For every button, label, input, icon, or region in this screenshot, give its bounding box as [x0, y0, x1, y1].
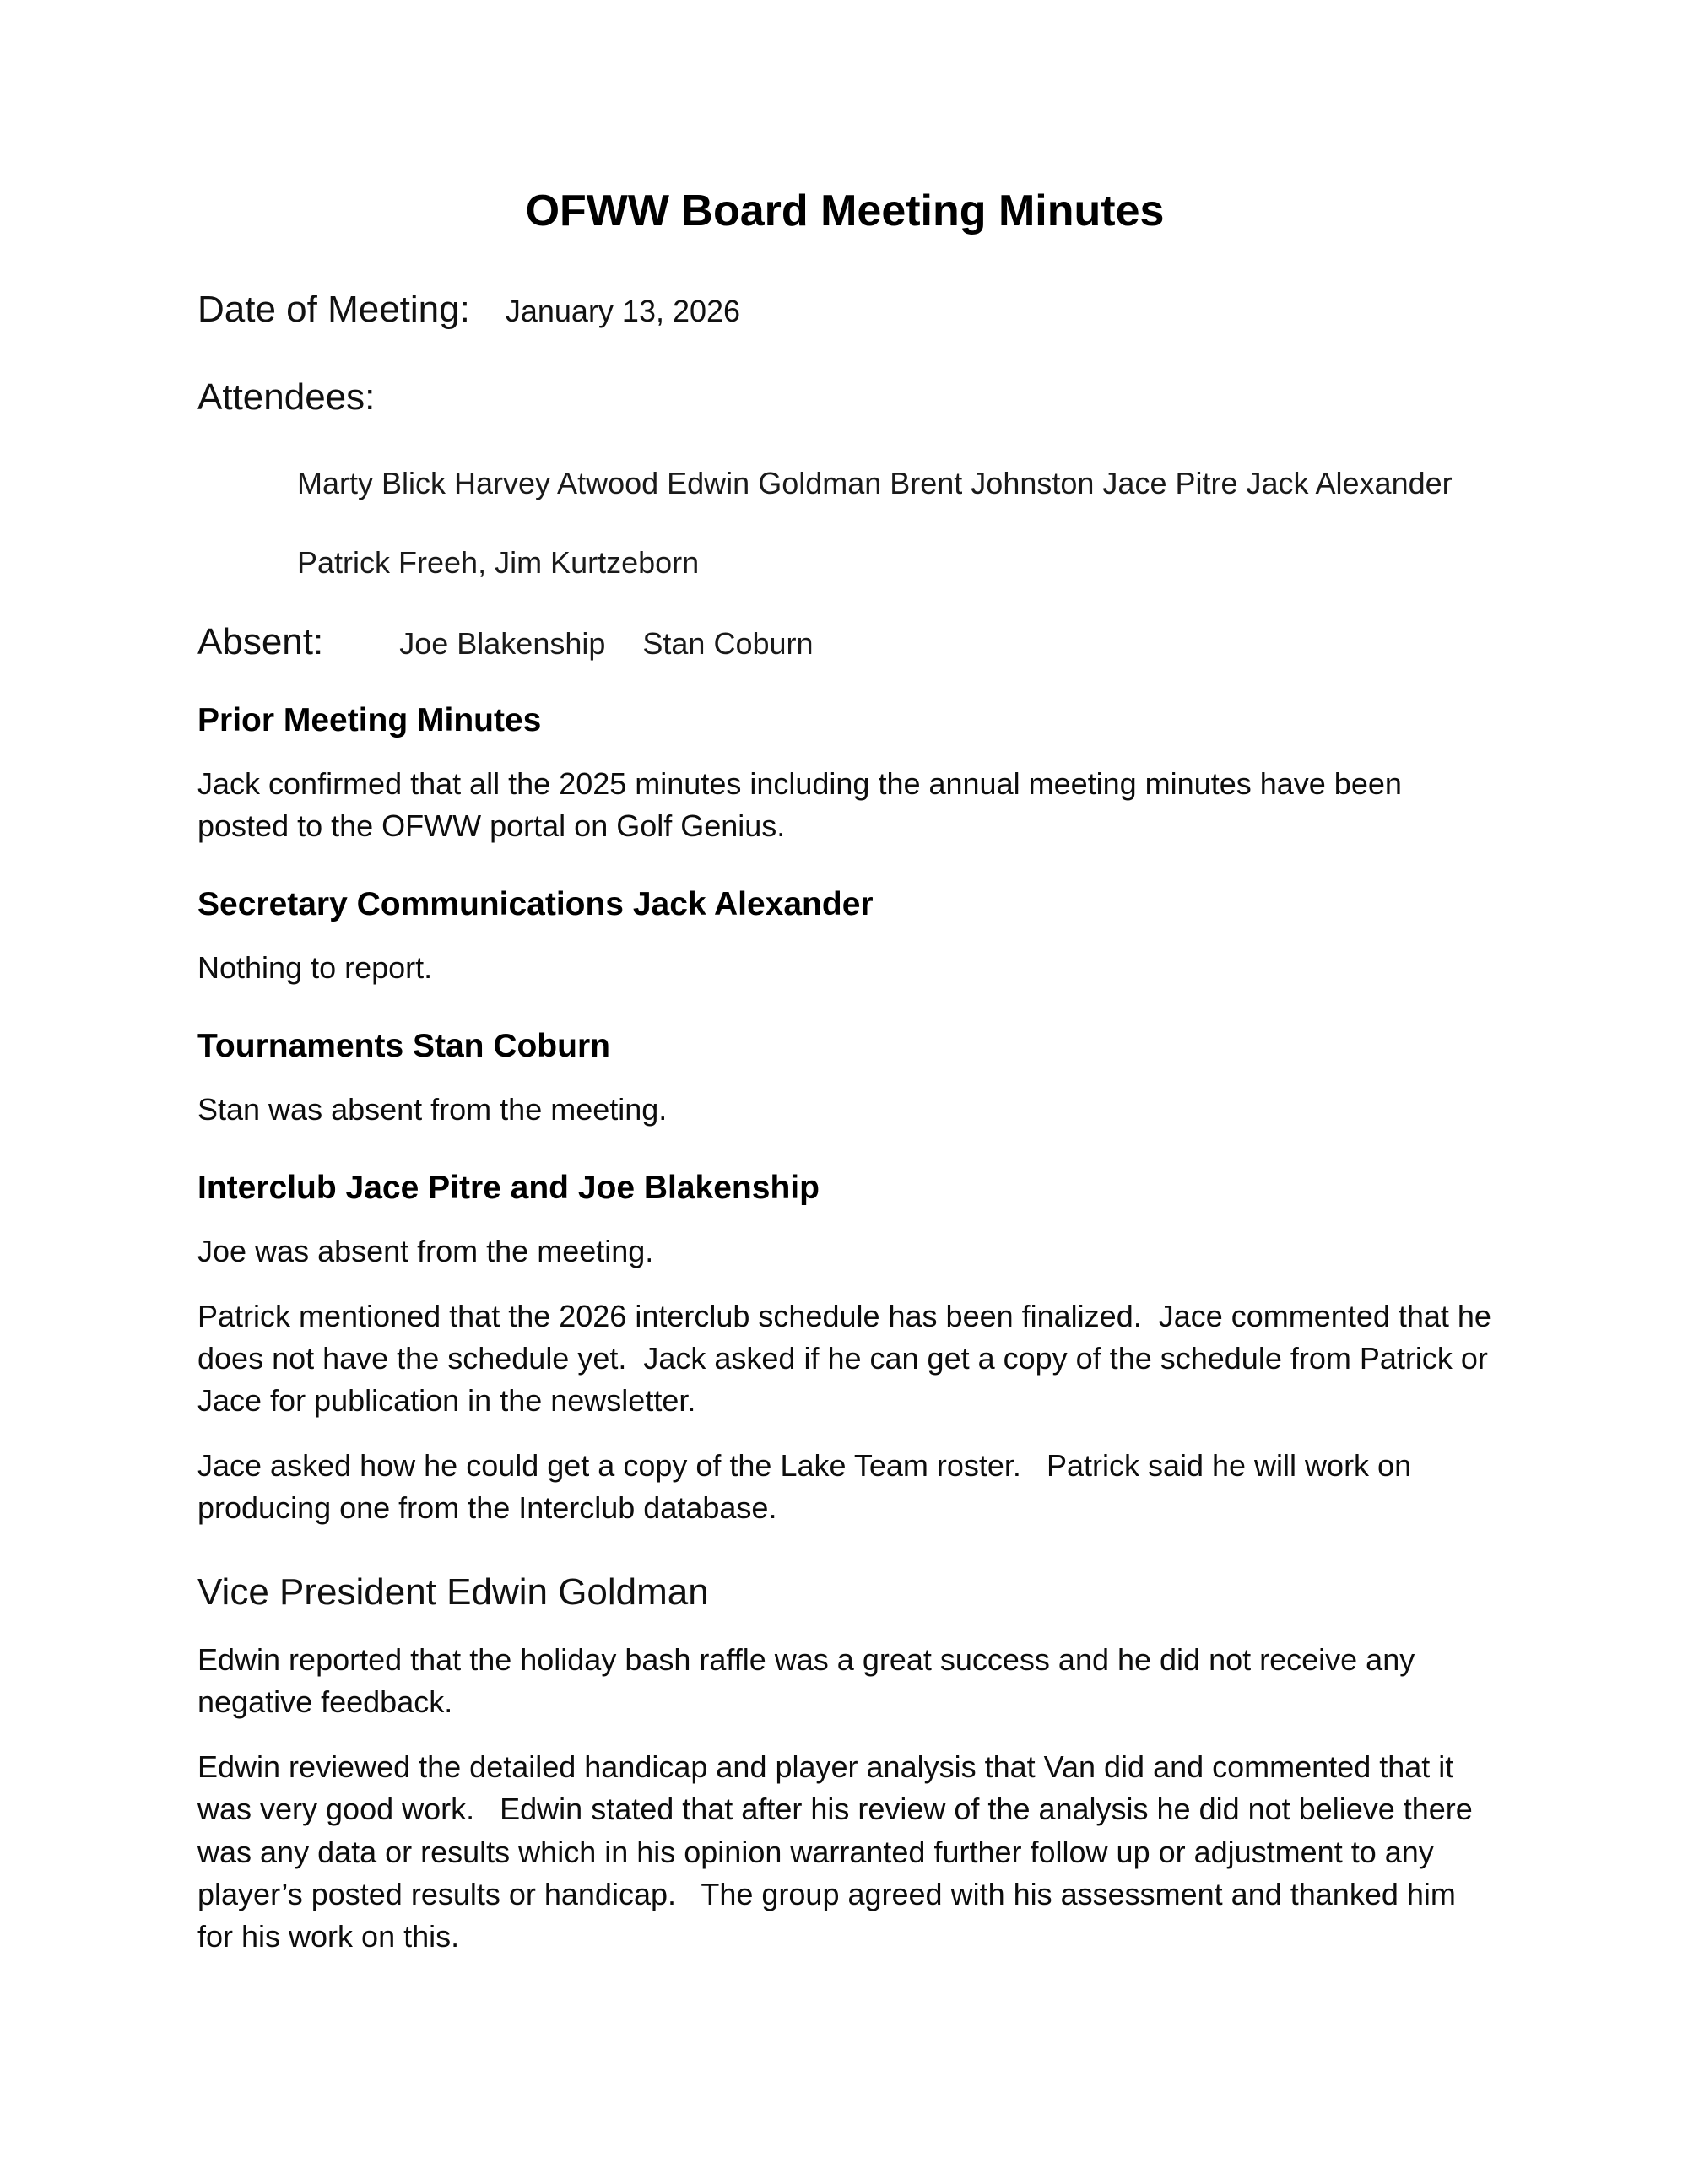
attendees-line: Patrick Freeh, Jim Kurtzeborn	[297, 545, 700, 581]
absent-label: Absent:	[197, 621, 324, 663]
paragraph: Edwin reviewed the detailed handicap and player analysis that Van did and commented that it was very good work. Edwin stated that after his review of the analysis he did not believe there was any data or results which in his opinion warranted further follow up or adjustment to any player’s posted results or handicap. The group agreed with his assessment and thanked him for his work on this.	[197, 1749, 1481, 1954]
paragraph: Jack confirmed that all the 2025 minutes including the annual meeting minutes have been posted to the OFWW portal on Golf Genius.	[197, 766, 1410, 844]
document-title: OFWW Board Meeting Minutes	[525, 187, 1165, 235]
section-heading: Vice President Edwin Goldman	[197, 1571, 709, 1614]
section-secretary-communications	[197, 886, 1492, 989]
paragraph: Edwin reported that the holiday bash raffle was a great success and he did not receive any negative feedback.	[197, 1642, 1424, 1720]
paragraph: Jace asked how he could get a copy of the Lake Team roster. Patrick said he will work on producing one from the Interclub database.	[197, 1448, 1420, 1526]
date-of-meeting-value: January 13, 2026	[505, 294, 741, 328]
attendees-label: Attendees:	[197, 376, 376, 418]
section-interclub	[197, 1170, 1500, 1529]
section-prior-meeting-minutes	[197, 702, 1492, 847]
section-heading: Prior Meeting Minutes	[197, 702, 542, 739]
paragraph: Patrick mentioned that the 2026 interclub schedule has been finalized. Jace commented that he does not have the schedule yet. Jack asked if he can get a copy of the schedule from Patrick or Jace for publication in the newsletter.	[197, 1299, 1500, 1419]
attendees-line: Marty Blick Harvey Atwood Edwin Goldman Brent Johnston Jace Pitre Jack Alexander	[297, 466, 1453, 500]
date-of-meeting-label: Date of Meeting:	[197, 289, 470, 330]
paragraph: Stan was absent from the meeting.	[197, 1092, 668, 1127]
section-heading: Tournaments Stan Coburn	[197, 1028, 610, 1065]
section-tournaments	[197, 1028, 1492, 1131]
date-of-meeting-row	[197, 289, 1492, 331]
section-vice-president	[197, 1571, 1492, 1957]
paragraph: Nothing to report.	[197, 950, 433, 986]
absent-name: Stan Coburn	[642, 626, 814, 662]
absent-name: Joe Blakenship	[399, 626, 606, 662]
section-heading: Secretary Communications Jack Alexander	[197, 886, 874, 923]
paragraph: Joe was absent from the meeting.	[197, 1234, 654, 1269]
absent-row	[197, 621, 1492, 663]
section-heading: Interclub Jace Pitre and Joe Blakenship	[197, 1170, 820, 1207]
